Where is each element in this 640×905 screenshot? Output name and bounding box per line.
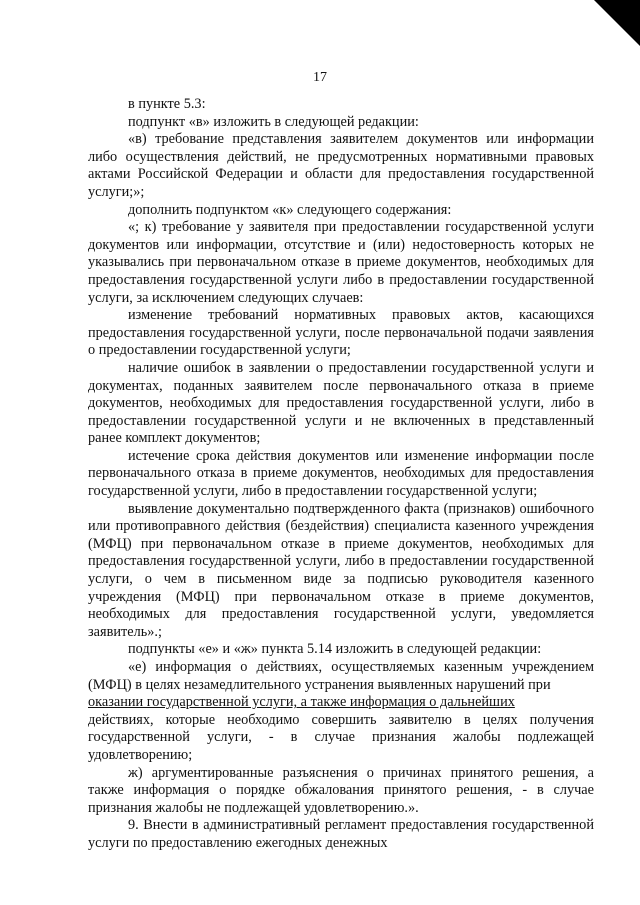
paragraph: выявление документально подтвержденного факта (признаков) ошибочного или противоправного действия (бездействия) специалиста казенного учреждения (МФЦ) при первоначальном отказе в приеме документов, необходимых для предоставления государственной услуги, либо в предоставлении государственной услуги, о чем в письменном виде за подписью руководителя казенного учреждения (МФЦ) при первоначальном отказе в приеме документов, необходимых для предоставления государственной услуги, уведомляется заявитель».; [88,500,594,640]
page-number: 17 [313,70,327,85]
paragraph: наличие ошибок в заявлении о предоставлении государственной услуги и документах, поданных заявителем после первоначального отказа в приеме документов, необходимых для предоставления государственной услуги, либо в предоставлении государственной услуги и не включенных в представленный ранее комплект документов; [88,359,594,447]
paragraph: подпункт «в» изложить в следующей редакции: [128,113,419,130]
paragraph: «в) требование представления заявителем документов или информации либо осуществления действий, не предусмотренных нормативными правовых актами Российской Федерации и области для предоставления государственной услуги;»; [88,131,594,200]
paragraph: дополнить подпунктом «к» следующего содержания: [128,201,452,218]
underlined-line: оказании государственной услуги, а также информация о дальнейших [88,694,515,711]
document-body [88,96,594,853]
paragraph: истечение срока действия документов или изменение информации после первоначального отказа в приеме документов, необходимых для предоставления государственной услуги, либо в предоставлении государственной услуги; [88,447,594,500]
paragraph: «; к) требование у заявителя при предоставлении государственной услуги документов или информации, отсутствие и (или) недостоверность которых не указывались при первоначальном отказе в приеме документов, необходимых для предоставления государственной услуги либо в предоставлении государственной услуги, за исключением следующих случаев: [88,219,594,306]
paragraph: ж) аргументированные разъяснения о причинах принятого решения, а также информация о порядке обжалования принятого решения, - в случае признания жалобы не подлежащей удовлетворению.». [88,764,594,816]
paragraph: 9. Внести в административный регламент предоставления государственной услуги по предоставлению ежегодных денежных [88,817,594,851]
scan-corner-shadow [594,0,640,46]
paragraph: в пункте 5.3: [128,96,206,112]
paragraph: «е) информация о действиях, осуществляемых казенным учреждением (МФЦ) в целях незамедлительного устранения выявленных нарушений при [88,659,594,693]
paragraph: изменение требований нормативных правовых актов, касающихся предоставления государственной услуги, после первоначальной подачи заявления о предоставлении государственной услуги; [88,307,594,359]
paragraph: действиях, которые необходимо совершить заявителю в целях получения государственной услуги, - в случае признания жалобы подлежащей удовлетворению; [88,711,594,763]
paragraph: подпункты «е» и «ж» пункта 5.14 изложить в следующей редакции: [128,641,542,658]
